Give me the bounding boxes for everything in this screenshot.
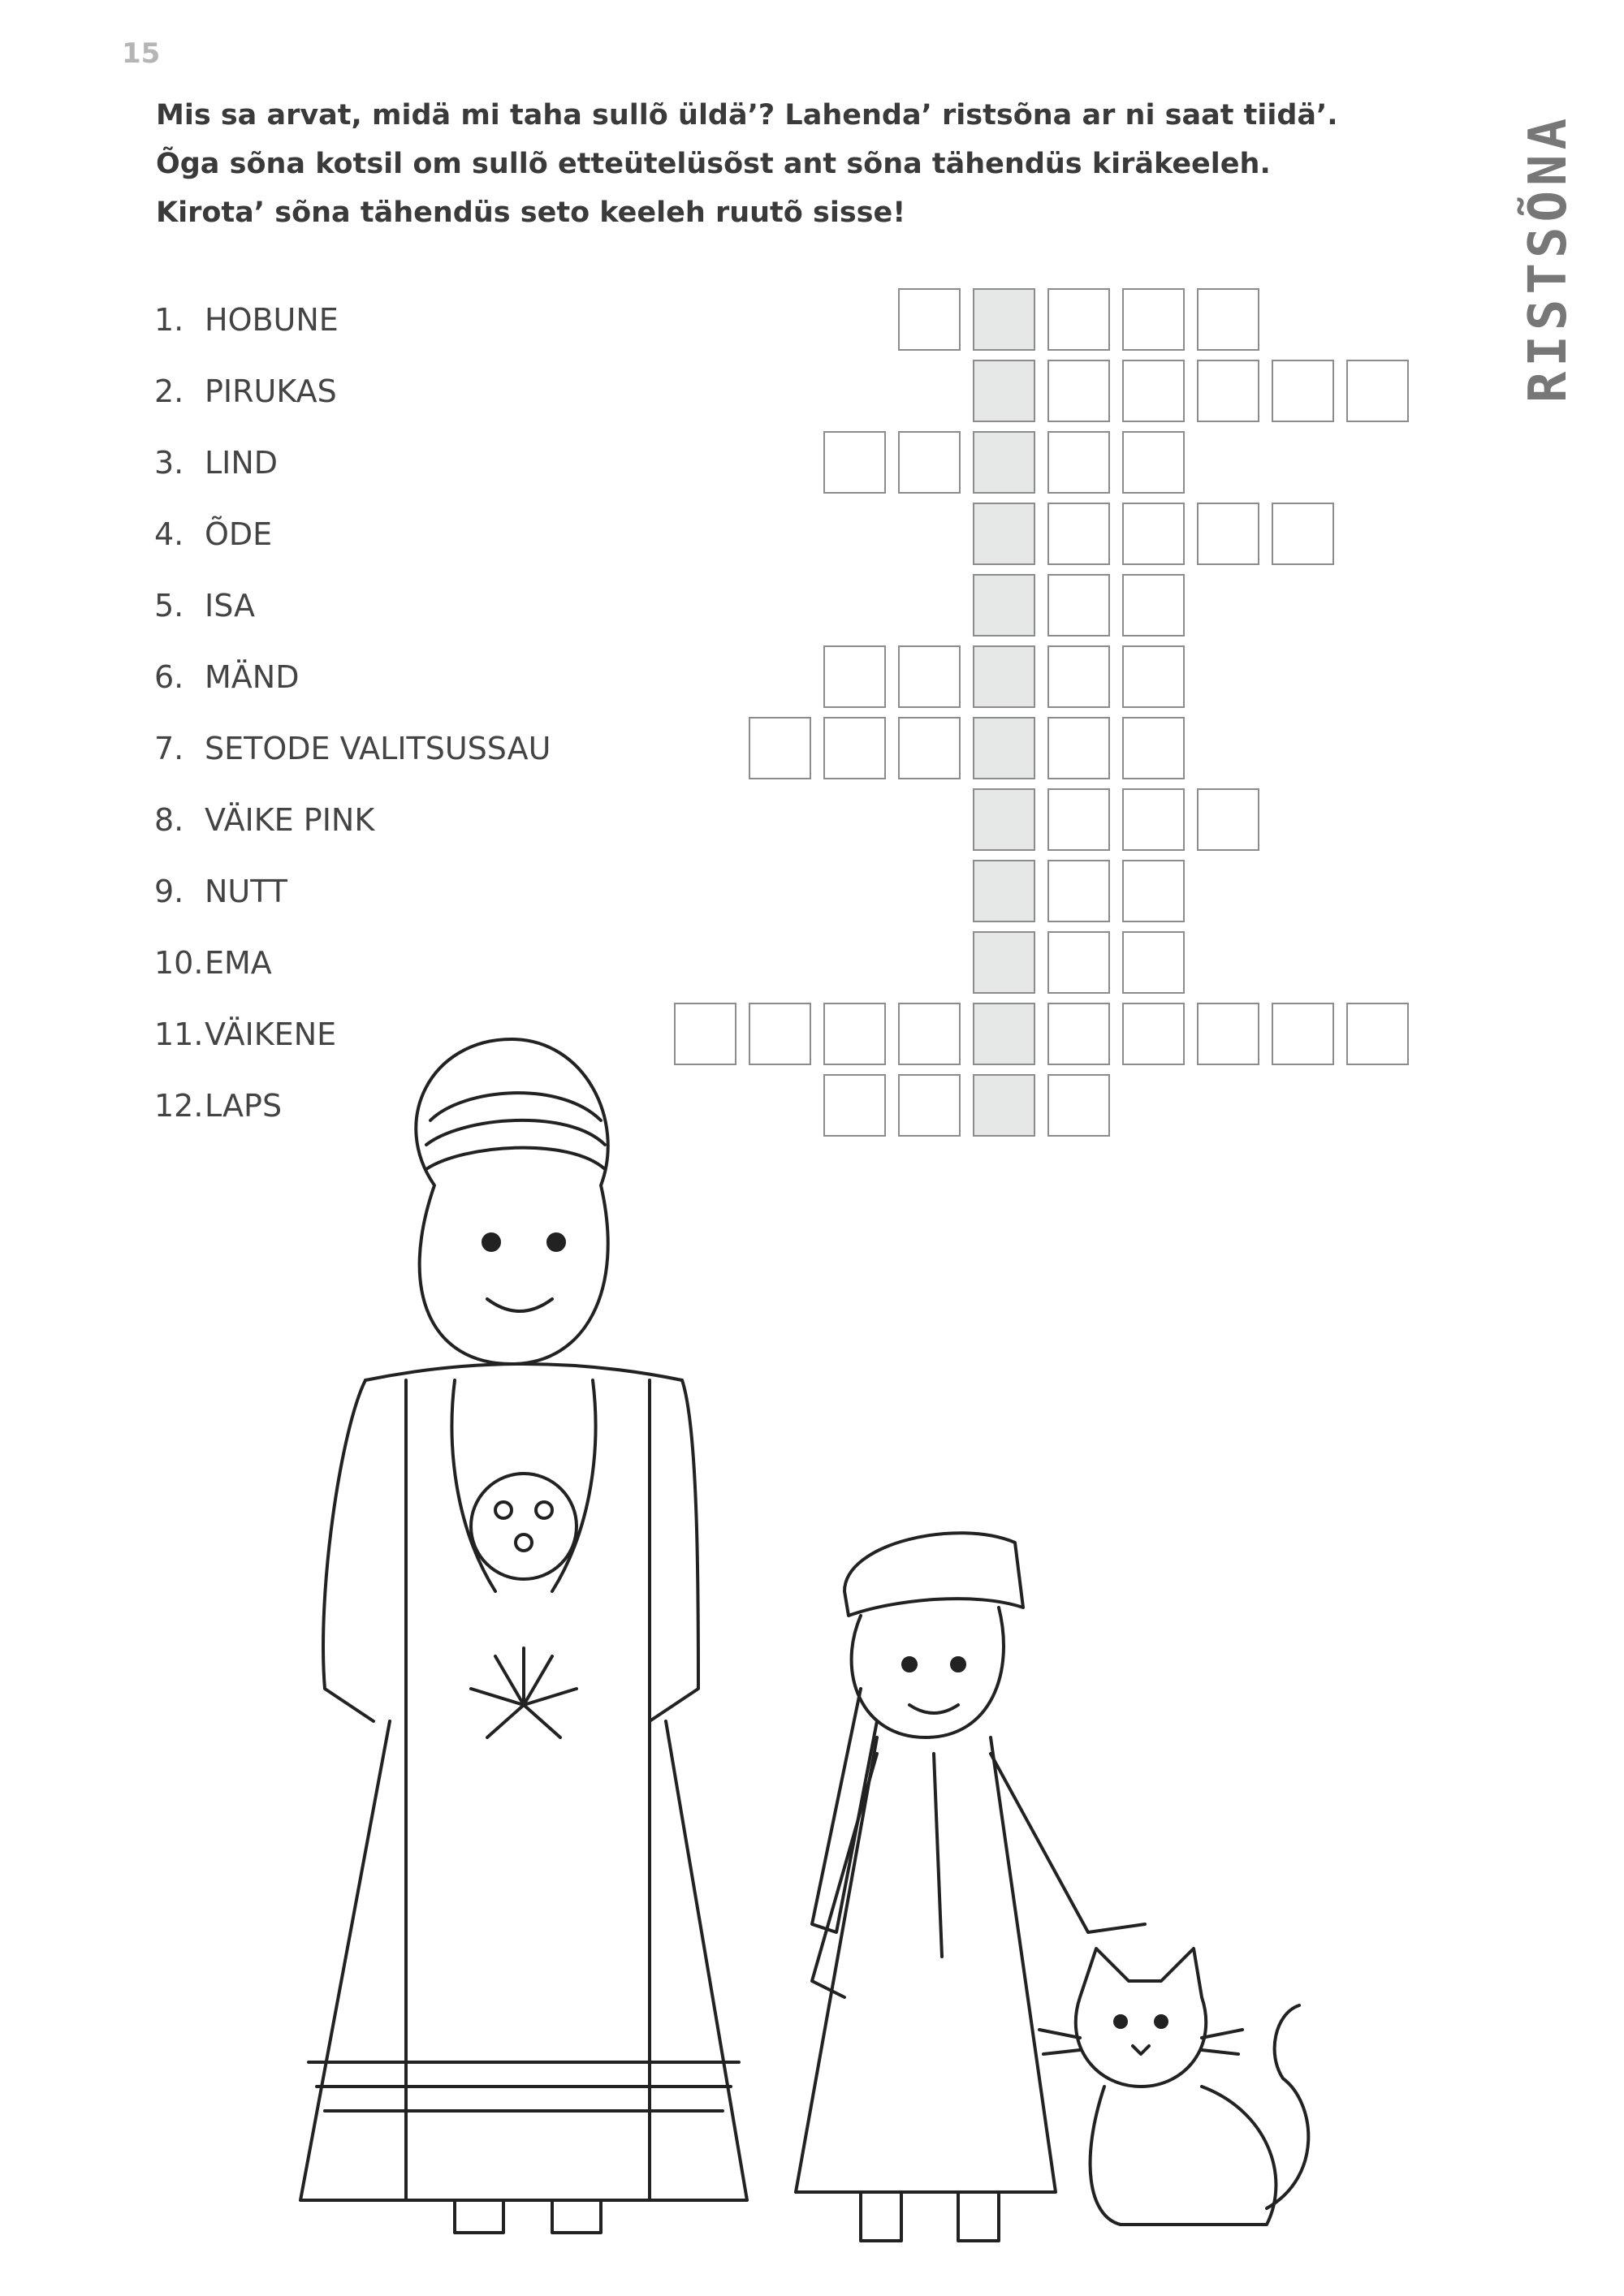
- crossword-cell[interactable]: [1047, 717, 1110, 779]
- clue-word: LIND: [205, 445, 279, 481]
- clue-number: 8.: [154, 802, 184, 838]
- clue-number: 9.: [154, 874, 184, 909]
- crossword-cell[interactable]: [1197, 360, 1259, 422]
- clue-item: [154, 498, 272, 570]
- crossword-cell[interactable]: [1047, 788, 1110, 851]
- crossword-cell[interactable]: [1122, 503, 1185, 565]
- crossword-cell[interactable]: [1047, 931, 1110, 994]
- crossword-key-cell[interactable]: [973, 431, 1035, 494]
- crossword-key-cell[interactable]: [973, 288, 1035, 351]
- instruction-line-2: Õga sõna kotsil om sullõ etteütelüsõst ant sõna tähendüs kiräkeeleh.: [156, 148, 1271, 180]
- crossword-cell[interactable]: [1047, 860, 1110, 922]
- crossword-key-cell[interactable]: [973, 503, 1035, 565]
- clue-item: [154, 427, 278, 498]
- crossword-cell[interactable]: [1272, 503, 1334, 565]
- woman-in-folk-costume-icon: [300, 1039, 747, 2233]
- clue-word: VÄIKENE: [205, 1016, 337, 1052]
- instructions: [156, 91, 1455, 237]
- crossword-key-cell[interactable]: [973, 360, 1035, 422]
- clue-word: EMA: [205, 945, 272, 981]
- crossword-cell[interactable]: [1122, 360, 1185, 422]
- clue-word: NUTT: [205, 874, 287, 909]
- crossword-cell[interactable]: [823, 717, 886, 779]
- crossword-cell[interactable]: [1197, 288, 1259, 351]
- cat-icon: [1039, 1949, 1308, 2225]
- crossword-cell[interactable]: [749, 717, 811, 779]
- crossword-cell[interactable]: [1122, 860, 1185, 922]
- crossword-cell[interactable]: [823, 645, 886, 708]
- crossword-key-cell[interactable]: [973, 860, 1035, 922]
- side-title-text: RISTSÕNA: [1518, 113, 1579, 404]
- crossword-cell[interactable]: [1272, 360, 1334, 422]
- crossword-cell[interactable]: [1047, 288, 1110, 351]
- crossword-cell[interactable]: [823, 431, 886, 494]
- clue-item: [154, 713, 551, 784]
- crossword-cell[interactable]: [1122, 645, 1185, 708]
- crossword-cell[interactable]: [898, 288, 961, 351]
- clue-number: 5.: [154, 588, 184, 624]
- crossword-key-cell[interactable]: [973, 645, 1035, 708]
- clue-item: [154, 284, 339, 356]
- crossword-cell[interactable]: [898, 645, 961, 708]
- clue-word: ÕDE: [205, 516, 273, 552]
- clue-number: 7.: [154, 731, 184, 766]
- clue-item: [154, 927, 272, 999]
- clue-item: [154, 856, 287, 927]
- clue-word: HOBUNE: [205, 302, 339, 338]
- crossword-cell[interactable]: [1122, 574, 1185, 637]
- crossword-cell[interactable]: [1122, 788, 1185, 851]
- crossword-key-cell[interactable]: [973, 931, 1035, 994]
- clue-number: 4.: [154, 516, 184, 552]
- instruction-line-1: Mis sa arvat, midä mi taha sullõ üldä’? Lahenda’ ristsõna ar ni saat tiidä’.: [156, 99, 1338, 132]
- crossword-cell[interactable]: [1197, 503, 1259, 565]
- clue-number: 1.: [154, 302, 184, 338]
- crossword-cell[interactable]: [1346, 360, 1409, 422]
- clue-number: 11.: [154, 1016, 204, 1052]
- illustration: [244, 1023, 1380, 2290]
- clue-item: [154, 570, 255, 641]
- crossword-cell[interactable]: [1047, 431, 1110, 494]
- crossword-cell[interactable]: [898, 431, 961, 494]
- clue-number: 3.: [154, 445, 184, 481]
- crossword-key-cell[interactable]: [973, 574, 1035, 637]
- clue-word: MÄND: [205, 659, 300, 695]
- clue-item: [154, 641, 299, 713]
- clue-item: [154, 784, 374, 856]
- clue-word: PIRUKAS: [205, 373, 337, 409]
- side-title: [1520, 96, 1577, 421]
- clue-word: ISA: [205, 588, 256, 624]
- crossword-cell[interactable]: [1047, 503, 1110, 565]
- clue-number: 2.: [154, 373, 184, 409]
- crossword-key-cell[interactable]: [973, 788, 1035, 851]
- crossword-cell[interactable]: [1122, 931, 1185, 994]
- crossword-cell[interactable]: [1197, 788, 1259, 851]
- clue-number: 10.: [154, 945, 204, 981]
- clue-number: 12.: [154, 1088, 204, 1124]
- clue-word: VÄIKE PINK: [205, 802, 375, 838]
- crossword-cell[interactable]: [898, 717, 961, 779]
- clue-word: SETODE VALITSUSSAU: [205, 731, 551, 766]
- instruction-line-3: Kirota’ sõna tähendüs seto keeleh ruutõ sisse!: [156, 196, 906, 229]
- crossword-cell[interactable]: [1047, 574, 1110, 637]
- crossword-key-cell[interactable]: [973, 717, 1035, 779]
- crossword-cell[interactable]: [1122, 431, 1185, 494]
- crossword-cell[interactable]: [1122, 288, 1185, 351]
- crossword-cell[interactable]: [1047, 645, 1110, 708]
- clue-number: 6.: [154, 659, 184, 695]
- clue-word: LAPS: [205, 1088, 283, 1124]
- page-number: 15: [122, 37, 161, 70]
- crossword-cell[interactable]: [1122, 717, 1185, 779]
- crossword-cell[interactable]: [1047, 360, 1110, 422]
- clue-item: [154, 356, 337, 427]
